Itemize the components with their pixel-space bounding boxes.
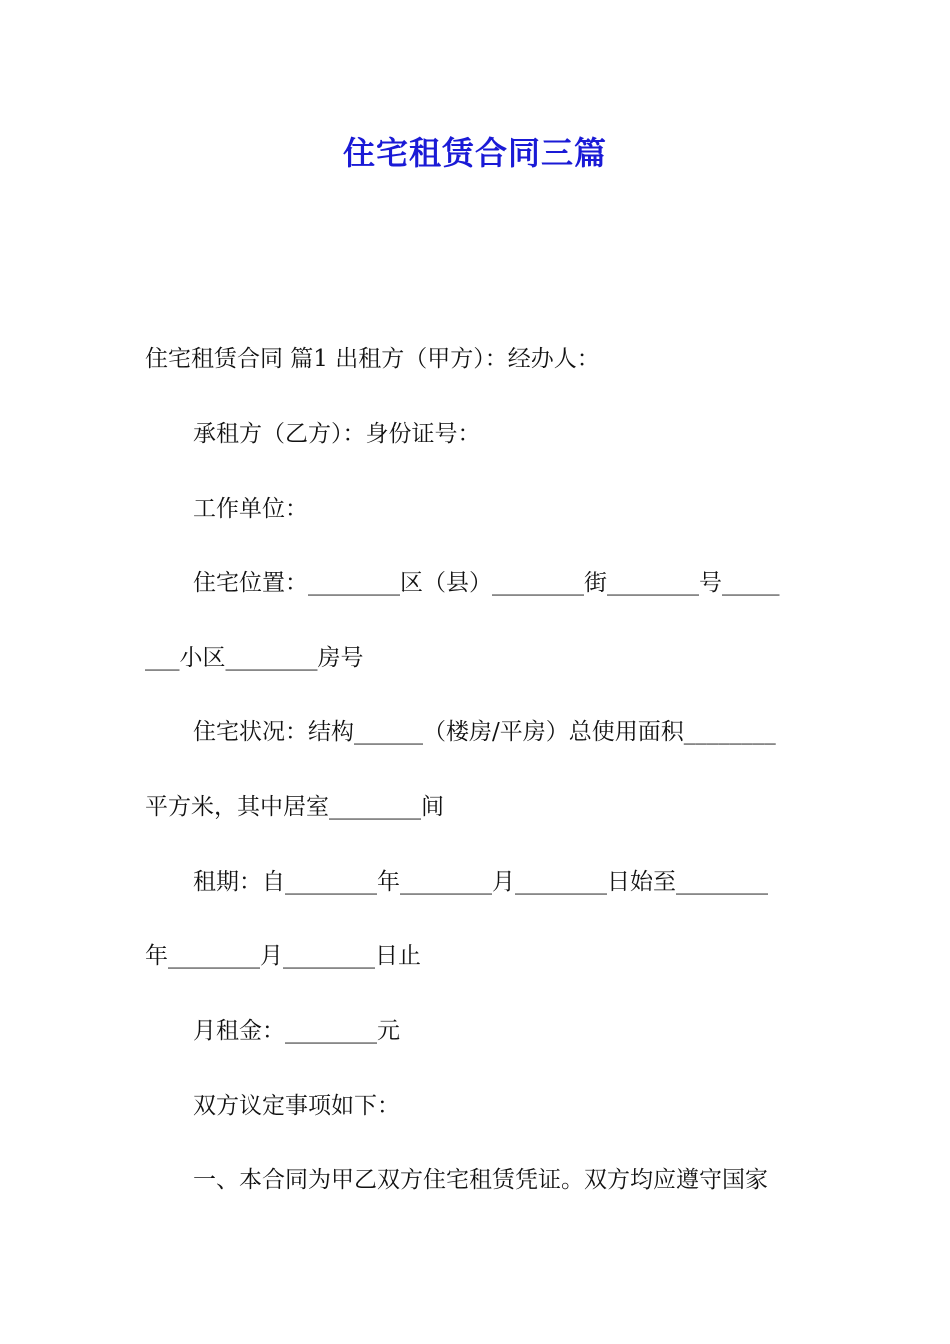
paragraph-work-unit: 工作单位： xyxy=(193,496,308,522)
paragraph-party-b: 承租方（乙方）：身份证号： xyxy=(193,421,481,447)
paragraph-clause-1: 一、本合同为甲乙双方住宅租赁凭证。双方均应遵守国家 xyxy=(193,1167,768,1193)
paragraph-location-cont: ___小区________房号 xyxy=(145,645,364,671)
document-title: 住宅租赁合同三篇 xyxy=(342,134,607,172)
paragraph-party-a: 住宅租赁合同 篇1 出租方（甲方）：经办人： xyxy=(145,346,600,372)
paragraph-location: 住宅位置：________区（县）________街________号_____ xyxy=(193,570,780,596)
paragraph-agreement-intro: 双方议定事项如下： xyxy=(193,1093,400,1119)
paragraph-rent: 月租金：________元 xyxy=(193,1018,400,1044)
paragraph-term: 租期：自________年________月________日始至________ xyxy=(193,869,768,895)
paragraph-condition-cont: 平方米，其中居室________间 xyxy=(145,794,444,820)
paragraph-condition: 住宅状况：结构______（楼房/平房）总使用面积________ xyxy=(193,719,776,745)
paragraph-term-cont: 年________月________日止 xyxy=(145,943,421,969)
